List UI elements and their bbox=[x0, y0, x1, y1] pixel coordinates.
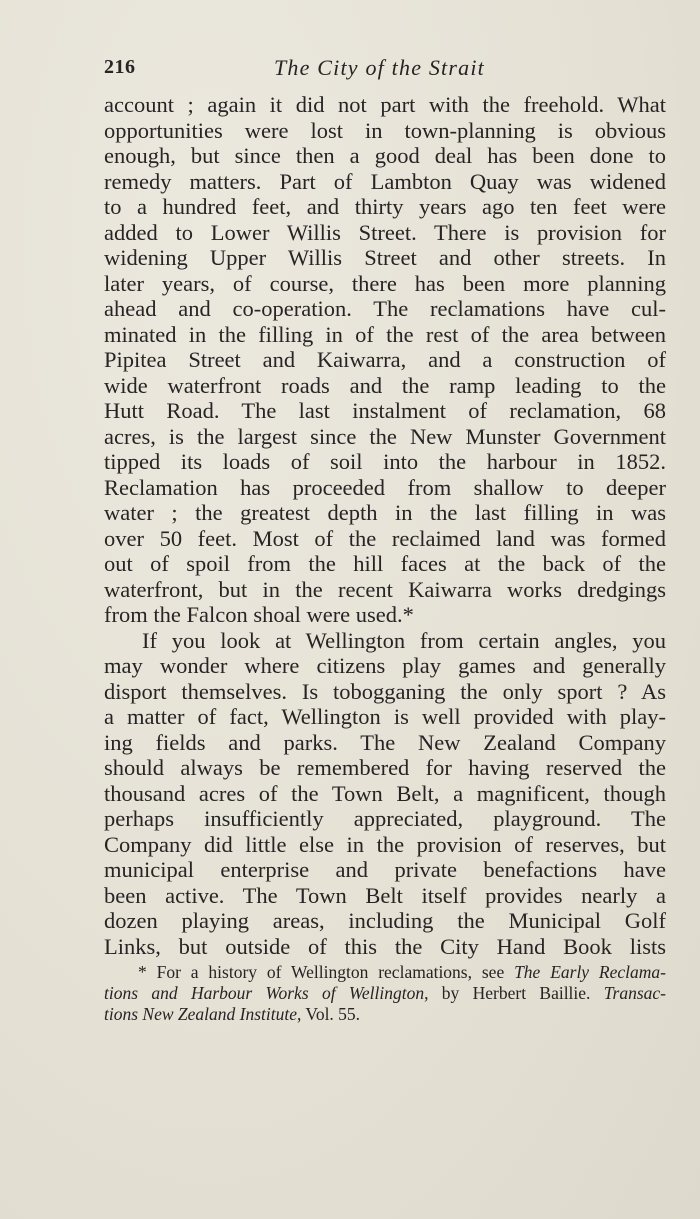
footnote bbox=[104, 962, 666, 1025]
text-line: over 50 feet. Most of the reclaimed land was formed bbox=[104, 525, 666, 551]
footnote-journal: Transac- bbox=[603, 983, 666, 1003]
footnote-title: tions and Harbour Works of Wellington bbox=[104, 983, 425, 1003]
text-line: dozen playing areas, including the Municipal Golf bbox=[104, 908, 666, 933]
text-line: disport themselves. Is tobogganing the only sport ? As bbox=[104, 678, 666, 704]
footnote-line bbox=[104, 983, 666, 1004]
text-line: minated in the filling in of the rest of the area between bbox=[104, 321, 666, 347]
text-line: widening Upper Willis Street and other streets. In bbox=[104, 245, 666, 270]
text-line: remedy matters. Part of Lambton Quay was widened bbox=[104, 168, 666, 194]
text-line: enough, but since then a good deal has been done to bbox=[104, 143, 666, 168]
text-line: a matter of fact, Wellington is well provided with play- bbox=[104, 704, 666, 729]
footnote-line bbox=[104, 1004, 666, 1025]
text-line: to a hundred feet, and thirty years ago ten feet were bbox=[104, 194, 666, 219]
text-line: Pipitea Street and Kaiwarra, and a construction of bbox=[104, 347, 666, 372]
text-line: If you look at Wellington from certain angles, you bbox=[142, 627, 666, 653]
text-line: may wonder where citizens play games and generally bbox=[104, 653, 666, 678]
text-line: account ; again it did not part with the freehold. What bbox=[104, 92, 666, 117]
text-line: waterfront, but in the recent Kaiwarra works dredgings bbox=[104, 576, 666, 602]
text-line: Reclamation has proceeded from shallow to deeper bbox=[104, 474, 666, 500]
running-title: The City of the Strait bbox=[274, 55, 485, 80]
text-line: water ; the greatest depth in the last filling in was bbox=[104, 500, 666, 525]
footnote-title: The Early Reclama- bbox=[514, 962, 666, 982]
text-line: tipped its loads of soil into the harbour in 1852. bbox=[104, 449, 666, 474]
text-line: acres, is the largest since the New Munster Government bbox=[104, 423, 666, 449]
text-line: should always be remembered for having reserved the bbox=[104, 755, 666, 780]
text-line: ing fields and parks. The New Zealand Company bbox=[104, 729, 666, 755]
text-line: Links, but outside of this the City Hand Book lists bbox=[104, 933, 666, 959]
text-line: perhaps insufficiently appreciated, playground. The bbox=[104, 806, 666, 831]
running-head bbox=[104, 56, 664, 86]
text-line: thousand acres of the Town Belt, a magnificent, though bbox=[104, 780, 666, 806]
text-line: Company did little else in the provision of reserves, but bbox=[104, 831, 666, 857]
page-number: 216 bbox=[104, 56, 136, 78]
footnote-text: , by Herbert Baillie. bbox=[424, 983, 604, 1003]
text-line: later years, of course, there has been more planning bbox=[104, 270, 666, 296]
footnote-journal: tions New Zealand Institute bbox=[104, 1004, 297, 1024]
text-line: added to Lower Willis Street. There is provision for bbox=[104, 219, 666, 245]
text-line: ahead and co-operation. The reclamations have cul- bbox=[104, 296, 666, 321]
text-line: from the Falcon shoal were used.* bbox=[104, 602, 414, 627]
footnote-line bbox=[104, 962, 666, 983]
text-line: been active. The Town Belt itself provides nearly a bbox=[104, 882, 666, 908]
body-text bbox=[104, 92, 666, 959]
footnote-text: * For a history of Wellington reclamations, see bbox=[138, 962, 515, 982]
text-line: wide waterfront roads and the ramp leading to the bbox=[104, 372, 666, 398]
footnote-text: , Vol. 55. bbox=[297, 1004, 361, 1024]
text-line: municipal enterprise and private benefactions have bbox=[104, 857, 666, 882]
text-line: Hutt Road. The last instalment of reclamation, 68 bbox=[104, 398, 666, 423]
text-line: out of spoil from the hill faces at the back of the bbox=[104, 551, 666, 576]
text-line: opportunities were lost in town-planning is obvious bbox=[104, 117, 666, 143]
